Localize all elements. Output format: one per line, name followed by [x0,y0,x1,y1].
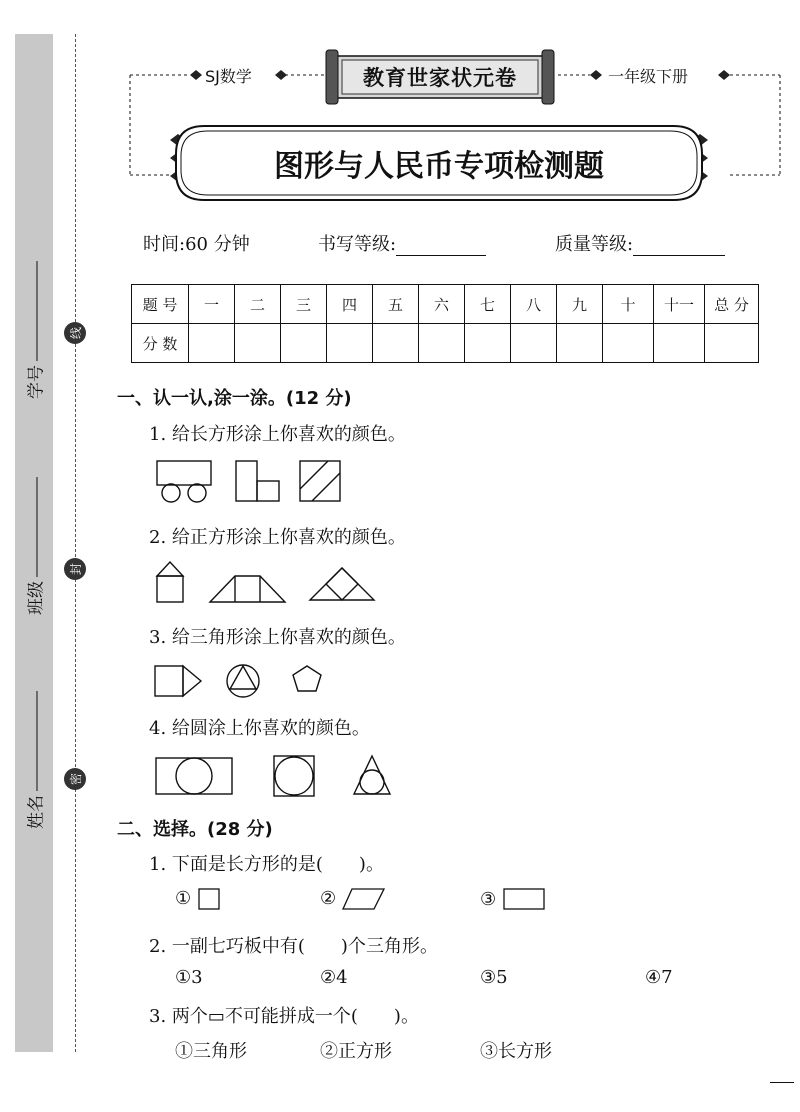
time-info: 时间:60 分钟 [143,234,250,255]
score-col-8: 八 [511,285,557,324]
score-col-total: 总 分 [705,285,759,324]
score-cell[interactable] [327,324,373,363]
score-cell[interactable] [235,324,281,363]
q2-1-option-1[interactable] [175,888,221,910]
cut-line [75,34,76,1052]
score-table [131,284,759,363]
score-table-header-row [132,285,759,324]
option-number: ③ [480,889,497,910]
question-1-1: 1. 给长方形涂上你喜欢的颜色。 [149,424,406,445]
score-col-1: 一 [189,285,235,324]
rectangle-icon [502,888,546,912]
score-col-2: 二 [235,285,281,324]
q2-1-option-2[interactable] [320,888,386,910]
question-1-3: 3. 给三角形涂上你喜欢的颜色。 [149,627,406,648]
score-cell[interactable] [705,324,759,363]
score-col-5: 五 [373,285,419,324]
score-cell[interactable] [557,324,603,363]
score-table-row-label: 分 数 [132,324,189,363]
q2-3-option-2[interactable]: ②正方形 [320,1041,392,1062]
seal-seal-icon: 封 [64,558,86,580]
score-col-7: 七 [465,285,511,324]
student-id-field[interactable] [22,261,47,399]
section-2-title: 二、选择。(28 分) [117,819,273,840]
score-cell[interactable] [603,324,654,363]
square-icon [197,888,221,910]
score-col-9: 九 [557,285,603,324]
score-col-3: 三 [281,285,327,324]
score-cell[interactable] [465,324,511,363]
section-1-title: 一、认一认,涂一涂。(12 分) [117,388,352,409]
q2-3-option-3[interactable]: ③长方形 [480,1041,552,1062]
class-label: 班级 [26,581,47,615]
rectangle-shapes-figure[interactable] [150,455,350,510]
score-cell[interactable] [189,324,235,363]
q2-2-option-3[interactable]: ③5 [480,967,508,988]
question-1-2: 2. 给正方形涂上你喜欢的颜色。 [149,527,406,548]
score-table-score-row [132,324,759,363]
q2-2-option-1[interactable]: ①3 [175,967,203,988]
score-col-11: 十一 [654,285,705,324]
square-shapes-figure[interactable] [150,558,380,608]
score-table-row-label: 题 号 [132,285,189,324]
seal-secret-icon: 密 [64,768,86,790]
grade-tag: 一年级下册 [608,67,689,86]
score-col-6: 六 [419,285,465,324]
question-2-2: 2. 一副七巧板中有( )个三角形。 [149,936,438,957]
class-field[interactable] [22,477,47,615]
series-title: 教育世家状元卷 [363,66,517,90]
q2-3-option-1[interactable]: ①三角形 [175,1041,247,1062]
score-cell[interactable] [419,324,465,363]
score-cell[interactable] [373,324,419,363]
writing-grade-field[interactable] [318,230,486,256]
score-cell[interactable] [654,324,705,363]
option-number: ② [320,888,337,909]
page-title: 图形与人民币专项检测题 [274,149,604,184]
quality-grade-field[interactable] [555,230,725,256]
circle-shapes-figure[interactable] [150,750,400,800]
seal-line-icon: 线 [64,322,86,344]
question-2-3: 3. 两个▭不可能拼成一个( )。 [149,1006,419,1027]
page-corner-mark [770,1082,794,1083]
question-1-4: 4. 给圆涂上你喜欢的颜色。 [149,718,370,739]
q2-2-option-4[interactable]: ④7 [645,967,673,988]
triangle-shapes-figure[interactable] [150,660,350,702]
subject-tag: SJ数学 [205,67,252,86]
q2-2-option-2[interactable]: ②4 [320,967,348,988]
q2-1-option-3[interactable] [480,888,546,912]
score-col-10: 十 [603,285,654,324]
score-cell[interactable] [511,324,557,363]
name-label: 姓名 [26,795,47,829]
writing-grade-label: 书写等级: [318,234,397,255]
name-field[interactable] [22,691,47,829]
score-cell[interactable] [281,324,327,363]
question-2-1: 1. 下面是长方形的是( )。 [149,854,384,875]
parallelogram-icon [342,888,386,910]
score-col-4: 四 [327,285,373,324]
student-id-label: 学号 [26,365,47,399]
option-number: ① [175,888,192,909]
quality-grade-label: 质量等级: [555,234,634,255]
